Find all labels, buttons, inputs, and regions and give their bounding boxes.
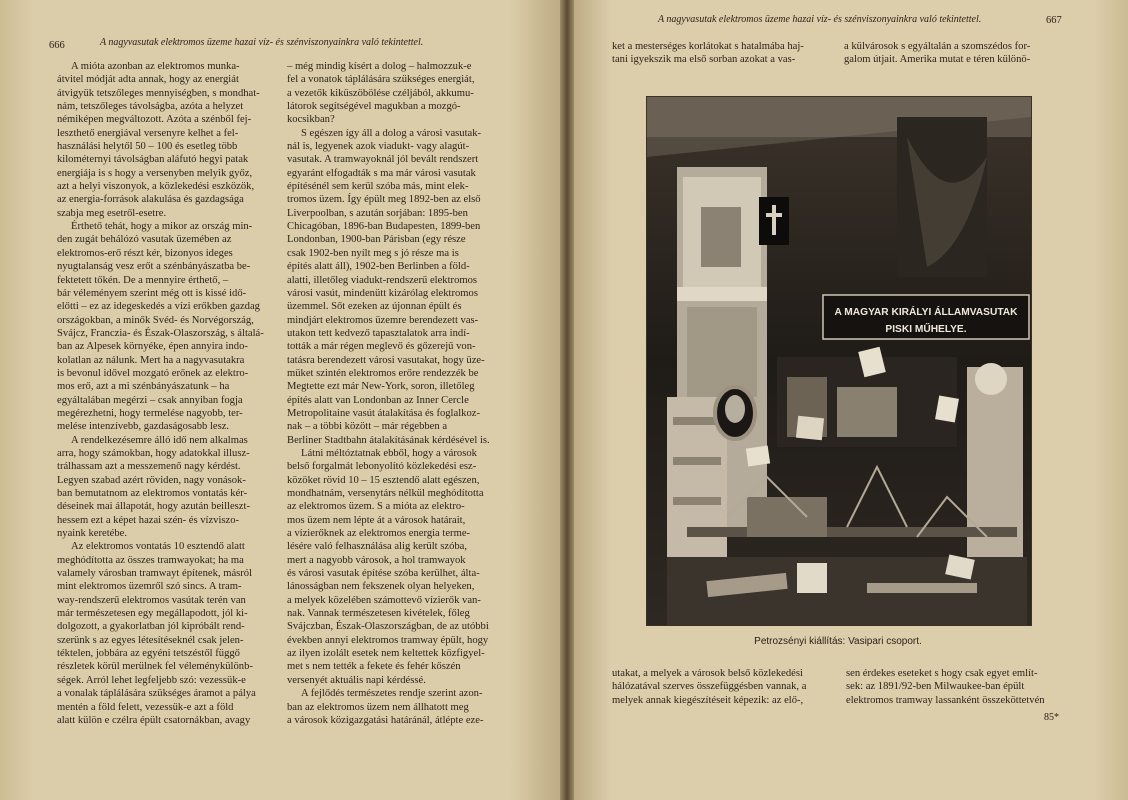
text-line: dolgozott, a gyakorlatban jól kipróbált rend- bbox=[57, 621, 245, 633]
text-line: met s nem tették a fekete és fehér kőszén bbox=[287, 661, 461, 673]
text-line: nak. Vannak természetesen kivételek, főleg bbox=[287, 608, 470, 620]
text-line: ban az elektromos üzem nem állhatott meg bbox=[287, 701, 469, 713]
text-line: Az elektromos vontatás 10 esztendő alatt bbox=[71, 541, 245, 553]
right-page bbox=[566, 0, 1128, 800]
text-line: a külvárosok s egyáltalán a szomszédos for- bbox=[844, 41, 1031, 52]
text-line: az elektromos üzem. S a mióta az elektro- bbox=[287, 501, 465, 513]
text-line: Megtette ezt már New-York, soron, illetőleg bbox=[287, 381, 475, 393]
left-running-head: A nagyvasutak elektromos üzeme hazai víz- és szénviszonyainkra való tekintettel. bbox=[100, 37, 424, 48]
text-line: Legyen szabad azért röviden, nagy vonások- bbox=[57, 474, 246, 486]
text-line: a vízierőknek az elektromos energia terme- bbox=[287, 528, 471, 540]
text-line: fektetett tőkén. De a mennyire érthető, – bbox=[57, 274, 229, 286]
text-line: kolatlan az nálunk. Mert ha a nagyvasutakra bbox=[57, 354, 245, 366]
text-line: építés alatt áll), 1902-ben Berlinben a föld- bbox=[287, 261, 470, 273]
text-line: utakon tett kedvező tapasztalatok arra indí- bbox=[287, 327, 470, 339]
text-line: elektromos-erő részt kér, bizonyos ideges bbox=[57, 247, 233, 259]
text-line: müket szintén elektromos erőre rendezzék be bbox=[287, 367, 479, 379]
text-line: részletek körül merülnek fel véleménykülönb- bbox=[57, 661, 253, 673]
text-line: arra, hogy számokban, hogy adatokkal illusz- bbox=[57, 447, 250, 459]
text-line: A mióta azonban az elektromos munka- bbox=[71, 61, 240, 72]
text-line: is bevonul idővel mozgató erőnek az elektro- bbox=[57, 367, 249, 379]
right-bottom-column-2 bbox=[846, 667, 1068, 707]
text-line: már természetesen egy megállapodott, jól ki- bbox=[57, 608, 248, 620]
text-line: építésénél sem kerül szóba más, mint elek- bbox=[287, 181, 469, 193]
text-line: a vezetők kiküszöbölése czéljából, akkumu- bbox=[287, 87, 474, 99]
text-line: megérezhetni, hogy termelése nagyobb, ter- bbox=[57, 407, 243, 419]
text-line: használási helytől 50 – 100 és esetleg több bbox=[57, 141, 238, 153]
text-line: előtti – ez az idegeskedés a vízi erőkben gazdag bbox=[57, 301, 260, 313]
text-line: A rendelkezésemre álló idő nem alkalmas bbox=[71, 434, 248, 446]
left-column-1 bbox=[57, 60, 275, 727]
text-line: mos üzem nem lépte át a városok határait, bbox=[287, 514, 466, 526]
text-line: a vonalak táplálására szükséges áramot a pálya bbox=[57, 688, 256, 700]
text-line: a melyek közelében számottevő vízierők van- bbox=[287, 594, 481, 606]
text-line: látorok segítségével magukban a mozgó- bbox=[287, 101, 461, 113]
text-line: nyaink keretébe. bbox=[57, 528, 128, 540]
text-line: sen érdekes eseteket s hogy csak egyet említ- bbox=[846, 668, 1038, 679]
text-line: Londonban, 1900-ban Párisban (egy része bbox=[287, 234, 466, 246]
text-line: Berliner Stadtbahn átalakításának kérdésével is. bbox=[287, 434, 490, 446]
text-line: elektromos tramway lassanként összeköttetvén bbox=[846, 694, 1045, 706]
text-line: alatt külön e czélra épült csatornákban, avagy bbox=[57, 714, 251, 726]
text-line: az ilyen izolált esetek nem keltettek közfigyel- bbox=[287, 648, 485, 660]
text-line: ket a mesterséges korlátokat s hatalmába haj- bbox=[612, 41, 804, 52]
text-line: szerünk s az egyes létesítéseknél csak jelen- bbox=[57, 634, 244, 646]
text-line: téktelen, jobbára az egyéni tetszéstől függő bbox=[57, 648, 240, 660]
text-line: egyáltalában megérzi – csak annyiban fogja bbox=[57, 394, 243, 406]
text-line: valamely városban tramwayt építenek, másról bbox=[57, 568, 253, 580]
text-line: lánosságban nem fekszenek olyan helyeken, bbox=[287, 581, 475, 593]
text-line: tatásra berendezett városi vasutakat, hogy üze- bbox=[287, 354, 485, 366]
text-line: városi vasút, mindenütt kizárólag elektromos bbox=[287, 287, 478, 299]
text-line: way-rendszerű elektromos vasútak terén van bbox=[57, 594, 246, 606]
text-line: hessem ezt a képet hazai szén- és vízviszo- bbox=[57, 514, 240, 526]
text-line: szabja meg esetről-esetre. bbox=[57, 207, 167, 219]
text-line: átvigyük tetszőleges mennyiségben, s mondhat- bbox=[57, 87, 260, 99]
text-line: nál is, legyenek azok viadukt- vagy alagút- bbox=[287, 141, 470, 153]
text-line: Chicagóban, 1896-ban Budapesten, 1899-ben bbox=[287, 221, 481, 233]
text-line: vasutak. A tramwayoknál jól bevált rendszert bbox=[287, 154, 479, 166]
text-line: melése intenzívebb, gazdaságosabb lesz. bbox=[57, 421, 230, 433]
text-line: meghódította az összes tramwayokat; ha ma bbox=[57, 554, 244, 566]
text-line: Svájcz, Francziа- és Észak-Olaszország, s általá- bbox=[57, 327, 264, 339]
text-line: belső forgalmát lebonyolító közlekedési esz- bbox=[287, 461, 477, 473]
text-line: hálózatával szerves összefüggésben vannak, a bbox=[612, 681, 807, 693]
text-line: mos erő, azt a mi szénbányászatunk – ha bbox=[57, 381, 230, 393]
photo-caption: Petrozsényi kiállítás: Vasipari csoport. bbox=[754, 636, 922, 647]
book-gutter bbox=[560, 0, 574, 800]
text-line: tromos üzem. Így épült meg 1892-ben az első bbox=[287, 194, 481, 206]
text-line: fel a vonatok táplálására szükséges energiát, bbox=[287, 74, 475, 86]
text-line: nám, tetszőleges távolságba, azóta a helyzet bbox=[57, 101, 244, 113]
right-running-head: A nagyvasutak elektromos üzeme hazai víz- és szénviszonyainkra való tekintettel. bbox=[658, 14, 982, 25]
text-line: azt a helyi viszonyok, a közlekedési eszközök, bbox=[57, 181, 255, 193]
right-top-column-1 bbox=[612, 40, 832, 67]
text-line: energiája is s hogy a versenyben melyik győz, bbox=[57, 167, 253, 179]
text-line: kocsikban? bbox=[287, 114, 335, 126]
text-line: az energia-források alakulása és gazdagsága bbox=[57, 194, 244, 206]
text-line: tották a már régen meglevő és gőzerejű von- bbox=[287, 341, 476, 353]
left-column-2 bbox=[287, 60, 512, 727]
text-line: években annyi elektromos tramway épült, hogy bbox=[287, 634, 489, 646]
text-line: melyek annak kiegészítéseit képezik: az elő-, bbox=[612, 694, 804, 706]
text-line: és városi vasutak építése szóba kerülhet, álta- bbox=[287, 568, 480, 580]
exhibition-photograph bbox=[646, 96, 1032, 626]
photo-illustration bbox=[647, 97, 1031, 625]
text-line: némiképen megváltozott. Azóta a szénből fej- bbox=[57, 114, 252, 126]
text-line: nak – a többi között – már régebben a bbox=[287, 421, 448, 433]
text-line: átvitel módját adta annak, hogy az energiát bbox=[57, 74, 239, 86]
right-bottom-column-1 bbox=[612, 667, 834, 707]
text-line: S egészen így áll a dolog a városi vasutak- bbox=[301, 127, 482, 139]
text-line: déseinek mai állapotát, hogy azután beilleszt- bbox=[57, 501, 250, 513]
text-line: Látni méltóztatnak ebből, hogy a városok bbox=[301, 447, 477, 459]
text-line: országokban, a minők Svéd- és Norvégország, bbox=[57, 314, 254, 326]
text-line: utakat, a melyek a városok belső közlekedési bbox=[612, 668, 803, 679]
text-line: trálhassam azt a messzemenő nagy kérdést. bbox=[57, 461, 241, 473]
text-line: mentén a föld felett, vezessük-e azt a föld bbox=[57, 701, 234, 713]
text-line: galom útjait. Amerika mutat e téren különö- bbox=[844, 54, 1031, 66]
text-line: Metropolitaine vasút átalakítása és foglalkoz- bbox=[287, 407, 480, 419]
text-line: den zugát behálózó vasutak üzemében az bbox=[57, 234, 232, 246]
text-line: sek: az 1891/92-ben Milwaukee-ban épült bbox=[846, 681, 1025, 693]
text-line: mint elektromos üzemről szó sincs. A tram- bbox=[57, 581, 242, 593]
text-line: ban bemutatnom az elektromos vontatás kér- bbox=[57, 488, 248, 499]
text-line: tani igyekszik ma első sorban azokat a vas- bbox=[612, 54, 796, 66]
text-line: lésére való felhasználása alig került szóba, bbox=[287, 541, 468, 553]
text-line: Érthető tehát, hogy a mikor az ország min- bbox=[71, 221, 253, 233]
text-line: mondhatnám, versenytárs nélkül meghódította bbox=[287, 488, 484, 499]
text-line: a városok közigazgatási határánál, átlépte eze- bbox=[287, 714, 484, 726]
right-top-column-2 bbox=[844, 40, 1066, 67]
text-line: nyugtalanság vesz erőt a szénbányászatba be- bbox=[57, 261, 251, 273]
text-line: egyaránt elfogadták s ma már városi vasutak bbox=[287, 167, 476, 179]
text-line: – még mindig kísért a dolog – halmozzuk-e bbox=[287, 61, 472, 72]
text-line: építés alatt van Londonban az Inner Cercle bbox=[287, 394, 469, 406]
text-line: közöket rövid 10 – 15 esztendő alatt egészen, bbox=[287, 474, 480, 486]
text-line: leszthető energiával versenyre kelhet a fel- bbox=[57, 127, 239, 139]
text-line: kilométernyi távolságban aláfutó hegyi patak bbox=[57, 154, 249, 166]
text-line: mert a nagyobb városok, a hol tramwayok bbox=[287, 554, 466, 566]
left-page-number: 666 bbox=[49, 40, 65, 51]
sign-text-line-1: A MAGYAR KIRÁLYI ÁLLAMVASUTAK bbox=[834, 307, 1018, 318]
text-line: Svájczban, Észak-Olaszországban, de az utóbbi bbox=[287, 621, 489, 633]
text-line: üzemmel. Sőt ezeken az újonnan épült és bbox=[287, 301, 462, 313]
text-line: A fejlődés természetes rendje szerint azon- bbox=[301, 688, 483, 700]
right-page-number: 667 bbox=[1046, 15, 1062, 26]
sign-text-line-2: PISKI MŰHELYE. bbox=[885, 324, 967, 335]
text-line: mindjárt elektromos üzemre berendezett vas- bbox=[287, 314, 479, 326]
text-line: ségek. Arról lehet legfeljebb szó: vezessük-e bbox=[57, 674, 246, 686]
text-line: csak 1902-ben nyílt meg s jó része ma is bbox=[287, 247, 459, 259]
text-line: ban az Alpesek környéke, épen annyira indo- bbox=[57, 341, 248, 353]
text-line: Liverpoolban, s azután sorjában: 1895-ben bbox=[287, 207, 468, 219]
text-line: alatti, illetőleg viadukt-rendszerű elektromos bbox=[287, 274, 478, 286]
text-line: bár véleményem szerint még ott is kissé idő- bbox=[57, 287, 247, 299]
printers-signature: 85* bbox=[1044, 712, 1059, 723]
text-line: versenyét aktuális napi kérdéssé. bbox=[287, 674, 426, 686]
